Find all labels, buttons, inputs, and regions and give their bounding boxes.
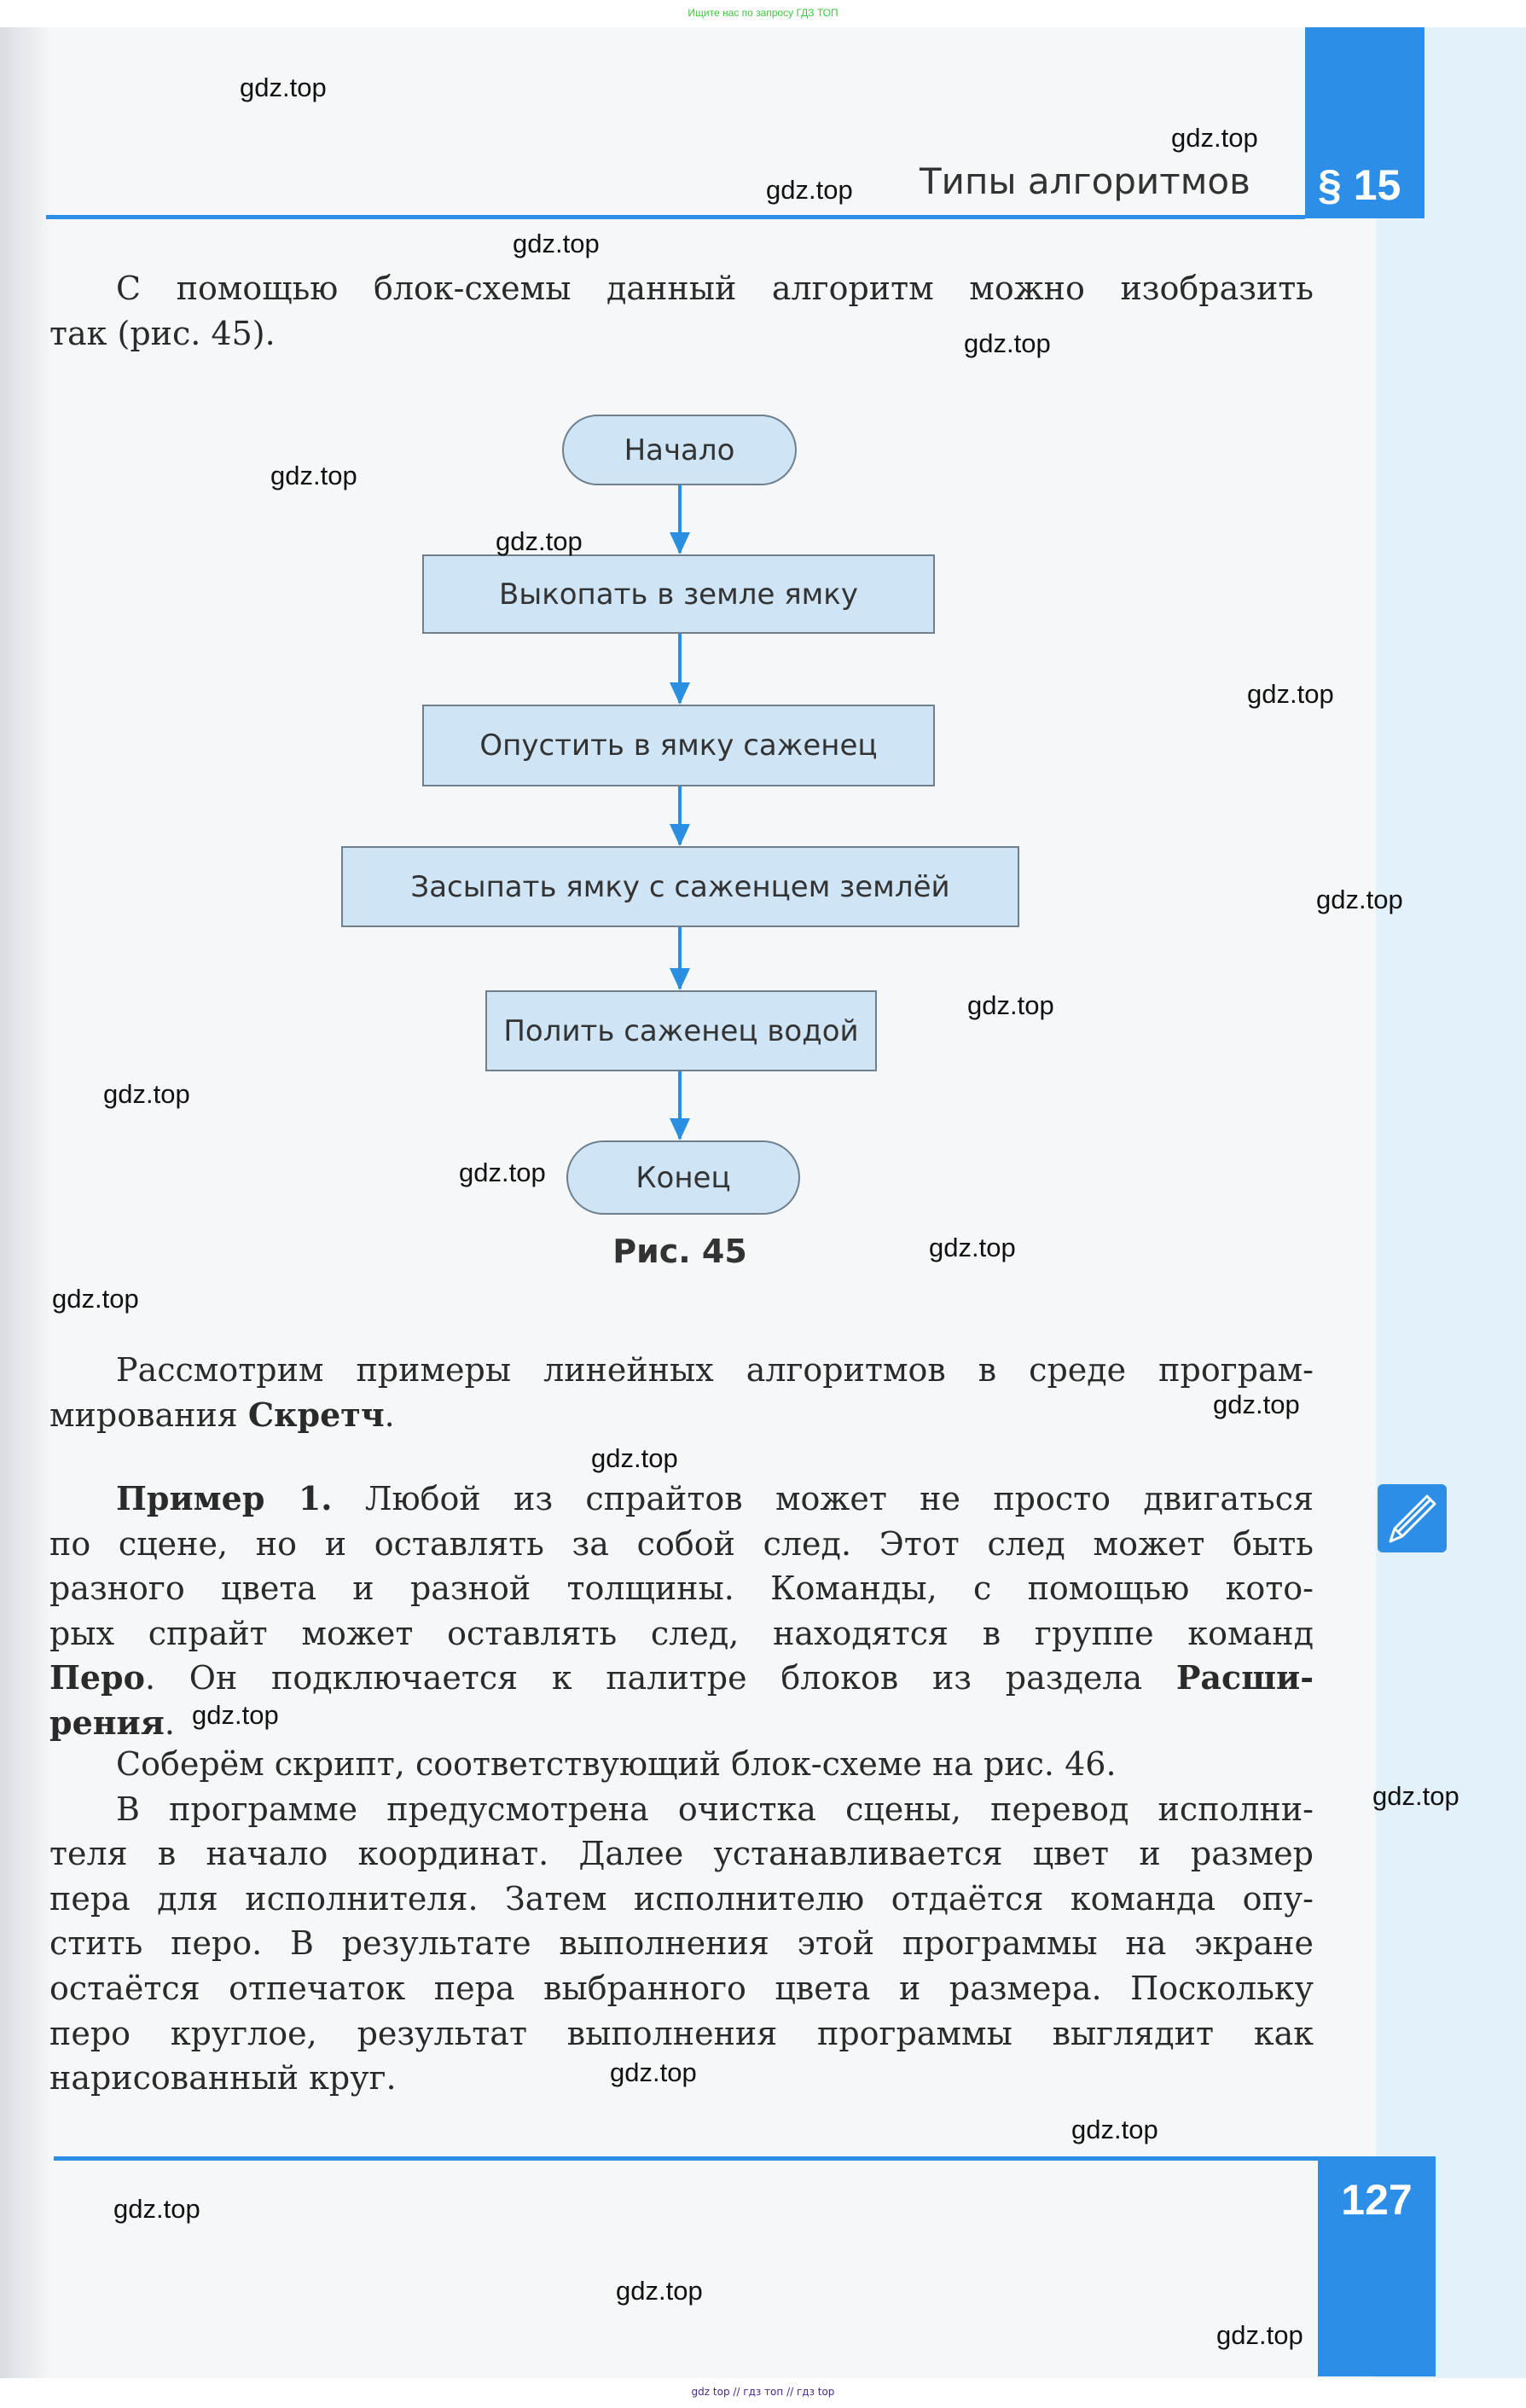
text-segment: перо круглое, результат выполнения программы выглядит как: [49, 2014, 1314, 2052]
text-line: [49, 266, 1314, 311]
watermark: gdz.top: [967, 990, 1054, 1020]
text-line: [49, 1566, 1314, 1611]
watermark: gdz.top: [270, 461, 357, 490]
watermark: gdz.top: [513, 229, 600, 258]
page-margin-strip: [1376, 27, 1526, 2378]
arrow-icon: [678, 786, 682, 844]
text-segment: Любой из спрайтов может не просто двигаться: [332, 1480, 1314, 1517]
watermark: gdz.top: [192, 1700, 279, 1730]
bold-term: Перо: [49, 1658, 145, 1697]
text-line: [49, 1348, 1314, 1393]
text-line: [49, 1522, 1314, 1567]
watermark: gdz.top: [766, 175, 853, 205]
paragraph: [49, 1348, 1314, 1437]
watermark: gdz.top: [929, 1233, 1016, 1262]
bold-term: Расши-: [1175, 1658, 1314, 1697]
watermark: gdz.top: [240, 73, 327, 102]
watermark: gdz.top: [1071, 2115, 1158, 2144]
flowchart-end: Конец: [566, 1140, 800, 1215]
text-segment: С помощью блок-схемы данный алгоритм можно изобразить: [116, 270, 1314, 307]
flowchart-step: Засыпать ямку с саженцем землёй: [341, 846, 1019, 927]
watermark: gdz.top: [616, 2276, 703, 2306]
bottom-banner-text: gdz top // гдз топ // гдз top: [691, 2386, 835, 2398]
figure-caption: Рис. 45: [612, 1233, 747, 1270]
flowchart-start: Начало: [562, 415, 797, 485]
arrow-icon: [678, 634, 682, 703]
text-line: [49, 1966, 1314, 2011]
text-segment: мирования: [49, 1395, 248, 1434]
text-segment: .: [164, 1703, 175, 1742]
text-segment: по сцене, но и оставлять за собой след. Этот след может быть: [49, 1524, 1314, 1563]
header-rule: [46, 215, 1305, 219]
watermark: gdz.top: [52, 1284, 139, 1314]
watermark: gdz.top: [496, 526, 583, 556]
flowchart-step: Выкопать в земле ямку: [422, 554, 935, 634]
top-banner-text: Ищите нас по запросу ГДЗ ТОП: [688, 7, 838, 19]
text-segment: так (рис. 45).: [49, 314, 276, 352]
watermark: gdz.top: [1247, 679, 1334, 709]
arrow-icon: [678, 485, 682, 553]
bold-term: Пример 1.: [116, 1479, 333, 1517]
watermark: gdz.top: [1216, 2320, 1303, 2350]
bold-term: Скретч: [247, 1395, 385, 1434]
text-line: [49, 1921, 1314, 1966]
text-segment: .: [384, 1395, 395, 1434]
text-line: [49, 1611, 1314, 1657]
watermark: gdz.top: [964, 328, 1051, 358]
text-line: [49, 1393, 1314, 1438]
watermark: gdz.top: [1372, 1781, 1459, 1811]
page-number: 127: [1341, 2176, 1413, 2224]
text-segment: Рассмотрим примеры линейных алгоритмов в среде програм-: [116, 1351, 1314, 1389]
text-segment: разного цвета и разной толщины. Команды, с помощью кото-: [49, 1570, 1314, 1608]
text-segment: рых спрайт может оставлять след, находятся в группе команд: [49, 1614, 1314, 1652]
watermark: gdz.top: [591, 1443, 678, 1473]
pencil-icon: [1378, 1484, 1447, 1552]
watermark: gdz.top: [113, 2194, 200, 2224]
text-line: [49, 1477, 1314, 1522]
watermark: gdz.top: [1213, 1390, 1300, 1419]
watermark: gdz.top: [610, 2057, 697, 2087]
text-line: [49, 1831, 1314, 1877]
text-line: [49, 1787, 1314, 1832]
text-segment: остаётся отпечаток пера выбранного цвета и размера. Поскольку: [49, 1969, 1314, 2007]
flowchart-step: Полить саженец водой: [485, 990, 877, 1071]
bold-term: рения: [49, 1703, 165, 1742]
text-line: [49, 1877, 1314, 1922]
arrow-icon: [678, 927, 682, 989]
page-title: Типы алгоритмов: [920, 160, 1250, 202]
bottom-banner: [0, 2378, 1526, 2408]
footer-rule: [54, 2156, 1318, 2161]
text-line: [49, 1656, 1314, 1701]
text-segment: пера для исполнителя. Затем исполнителю отдаётся команда опу-: [49, 1879, 1314, 1918]
watermark: gdz.top: [103, 1079, 190, 1109]
flowchart-step: Опустить в ямку саженец: [422, 705, 935, 786]
text-line: [49, 1742, 1314, 1787]
page-gutter-shadow: [0, 27, 51, 2378]
top-banner: [0, 0, 1526, 27]
text-segment: нарисованный круг.: [49, 2059, 397, 2098]
arrow-icon: [678, 1071, 682, 1139]
paragraph: [49, 1742, 1314, 1787]
paragraph: [49, 1787, 1314, 2101]
watermark: gdz.top: [1316, 885, 1403, 914]
watermark: gdz.top: [1171, 123, 1258, 153]
paragraph: [49, 266, 1314, 356]
text-line: [49, 2011, 1314, 2057]
section-number: § 15: [1318, 161, 1401, 209]
text-segment: . Он подключается к палитре блоков из раздела: [144, 1659, 1176, 1697]
text-segment: теля в начало координат. Далее устанавливается цвет и размер: [49, 1835, 1314, 1873]
text-segment: стить перо. В результате выполнения этой программы на экране: [49, 1924, 1314, 1963]
watermark: gdz.top: [459, 1158, 546, 1187]
text-line: [49, 311, 1314, 357]
text-segment: Соберём скрипт, соответствующий блок-схеме на рис. 46.: [116, 1745, 1117, 1783]
text-segment: В программе предусмотрена очистка сцены, перевод исполни-: [116, 1790, 1314, 1828]
